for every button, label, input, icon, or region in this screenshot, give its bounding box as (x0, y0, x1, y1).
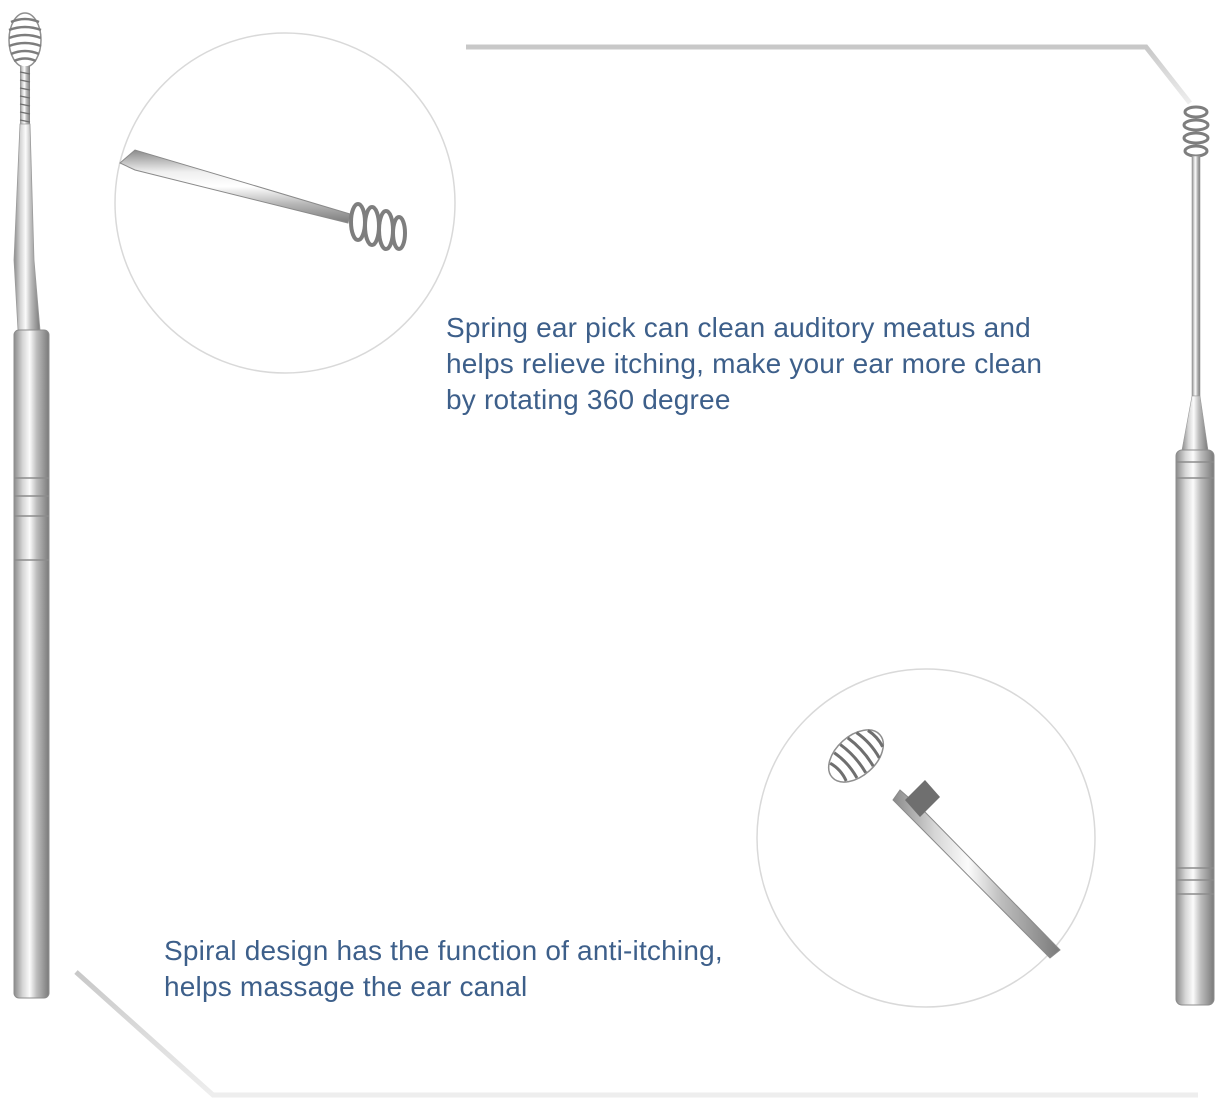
spring-ear-pick-caption (446, 310, 1042, 418)
caption-line: helps massage the ear canal (164, 971, 528, 1002)
caption-line: Spring ear pick can clean auditory meatus and (446, 312, 1031, 343)
spring-ear-pick-icon (1176, 107, 1214, 1005)
guide-line-top (466, 47, 1190, 103)
caption-line: helps relieve itching, make your ear more clean (446, 348, 1043, 379)
spiral-ear-pick-icon (9, 13, 49, 998)
detail-circle-spiral-tip (757, 669, 1095, 1007)
spiral-head (9, 13, 41, 67)
caption-line: Spiral design has the function of anti-itching, (164, 935, 723, 966)
caption-line: by rotating 360 degree (446, 384, 731, 415)
spiral-ear-pick-caption (164, 933, 723, 1005)
detail-circle-spring-tip (115, 33, 455, 373)
